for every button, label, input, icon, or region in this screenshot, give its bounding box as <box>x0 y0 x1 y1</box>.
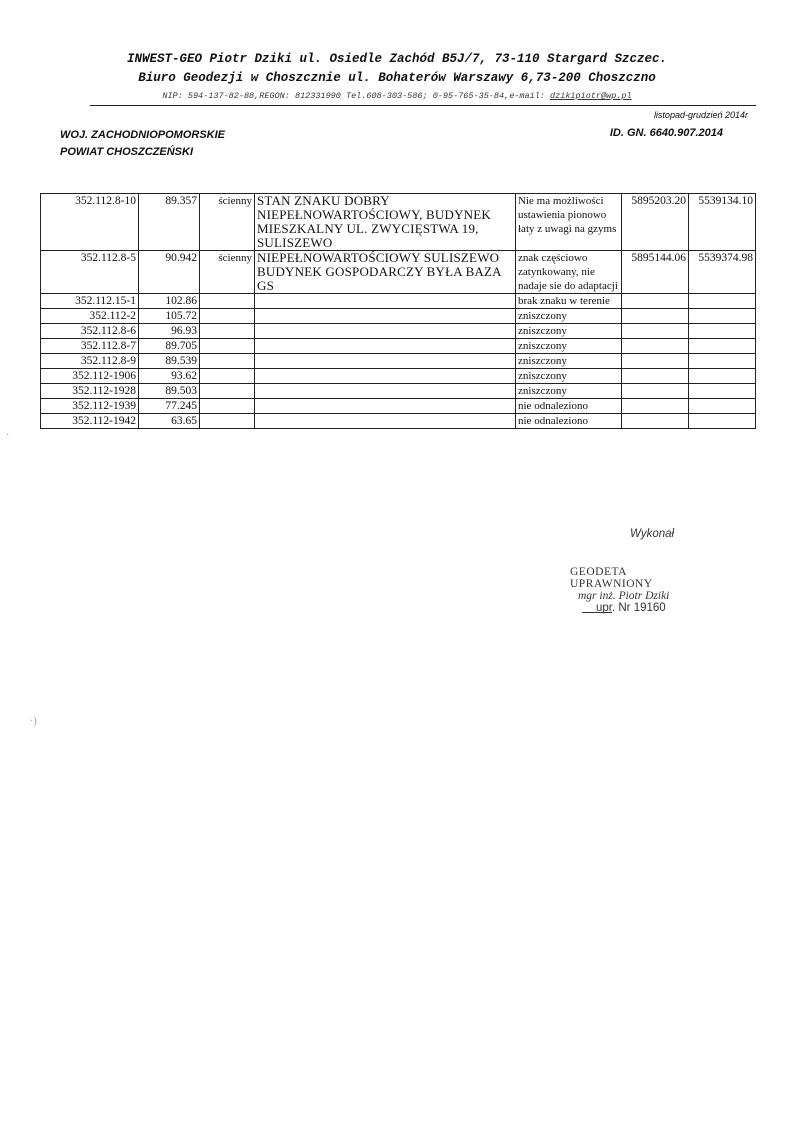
table-cell-y: 5539134.10 <box>689 194 756 251</box>
table-row <box>41 384 756 399</box>
table-cell-height: 89.503 <box>139 384 200 399</box>
table-cell-type: ścienny <box>200 251 255 294</box>
table-cell-y <box>689 309 756 324</box>
table-cell-remarks: zniszczony <box>516 384 622 399</box>
table-cell-description <box>255 414 516 429</box>
table-cell-number: 352.112-1942 <box>41 414 139 429</box>
table-cell-y <box>689 354 756 369</box>
table-cell-x: 5895144.06 <box>622 251 689 294</box>
table-cell-type <box>200 294 255 309</box>
table-cell-number: 352.112.8-10 <box>41 194 139 251</box>
table-cell-type <box>200 414 255 429</box>
table-cell-remarks: Nie ma możliwości ustawienia pionowo łaty z uwagi na gzyms <box>516 194 622 251</box>
table-cell-number: 352.112.8-5 <box>41 251 139 294</box>
table-cell-x <box>622 414 689 429</box>
table-cell-description <box>255 354 516 369</box>
table-row <box>41 251 756 294</box>
table-cell-number: 352.112-1928 <box>41 384 139 399</box>
stamp-license: upr. Nr 19160 <box>596 602 666 614</box>
table-cell-height: 105.72 <box>139 309 200 324</box>
table-cell-description <box>255 294 516 309</box>
region-block <box>60 127 225 161</box>
table-cell-number: 352.112-1906 <box>41 369 139 384</box>
table-cell-description: NIEPEŁNOWARTOŚCIOWY SULISZEWO BUDYNEK GOSPODARCZY BYŁA BAZA GS <box>255 251 516 294</box>
table-cell-remarks: zniszczony <box>516 309 622 324</box>
signed-by-label: Wykonał <box>630 528 675 540</box>
scan-mark: ·) <box>30 716 37 727</box>
table-cell-x <box>622 324 689 339</box>
table-cell-remarks: brak znaku w terenie <box>516 294 622 309</box>
company-header-line: INWEST-GEO Piotr Dziki ul. Osiedle Zachód B5J/7, 73-110 Stargard Szczec. <box>126 52 668 66</box>
table-cell-y: 5539374.98 <box>689 251 756 294</box>
table-cell-description <box>255 324 516 339</box>
table-cell-y <box>689 294 756 309</box>
benchmark-table <box>40 193 756 429</box>
office-address-line: Biuro Geodezji w Choszcznie ul. Bohaterów Warszawy 6,73-200 Choszczno <box>138 71 656 85</box>
table-cell-x <box>622 309 689 324</box>
email-link[interactable]: dzikipiotr@wp.pl <box>550 91 632 101</box>
signature-stroke <box>582 612 612 613</box>
table-cell-y <box>689 399 756 414</box>
table-cell-description: STAN ZNAKU DOBRY NIEPEŁNOWARTOŚCIOWY, BUDYNEK MIESZKALNY UL. ZWYCIĘSTWA 19, SULISZEWO <box>255 194 516 251</box>
contact-line <box>0 91 794 101</box>
stamp-name: mgr inż. Piotr Dziki <box>578 590 670 602</box>
table-cell-description <box>255 339 516 354</box>
table-cell-remarks: nie odnaleziono <box>516 414 622 429</box>
table-cell-remarks: nie odnaleziono <box>516 399 622 414</box>
table-cell-y <box>689 384 756 399</box>
table-cell-remarks: zniszczony <box>516 339 622 354</box>
stamp-title: GEODETA UPRAWNIONY <box>570 566 653 590</box>
table-cell-description <box>255 399 516 414</box>
table-cell-x <box>622 369 689 384</box>
table-cell-height: 63.65 <box>139 414 200 429</box>
table-cell-height: 93.62 <box>139 369 200 384</box>
table-cell-x: 5895203.20 <box>622 194 689 251</box>
table-cell-number: 352.112.8-7 <box>41 339 139 354</box>
scan-mark: · <box>6 430 10 441</box>
table-row <box>41 399 756 414</box>
table-cell-remarks: znak częściowo zatynkowany, nie nadaje sie do adaptacji <box>516 251 622 294</box>
table-row <box>41 294 756 309</box>
table-row <box>41 414 756 429</box>
table-cell-x <box>622 339 689 354</box>
table-cell-x <box>622 354 689 369</box>
table-cell-type <box>200 399 255 414</box>
table-cell-remarks: zniszczony <box>516 324 622 339</box>
table-cell-description <box>255 309 516 324</box>
table-cell-y <box>689 369 756 384</box>
table-cell-number: 352.112.8-9 <box>41 354 139 369</box>
table-cell-type <box>200 324 255 339</box>
county-label: POWIAT CHOSZCZEŃSKI <box>60 146 194 158</box>
table-cell-remarks: zniszczony <box>516 369 622 384</box>
contact-details: NIP: 594-137-82-88,REGON: 812331990 Tel.608-303-586; 0-95-765-35-84,e-mail: <box>162 91 551 101</box>
table-cell-height: 102.86 <box>139 294 200 309</box>
table-cell-y <box>689 324 756 339</box>
table-cell-height: 90.942 <box>139 251 200 294</box>
table-row <box>41 369 756 384</box>
table-cell-description <box>255 369 516 384</box>
table-cell-number: 352.112-1939 <box>41 399 139 414</box>
table-cell-description <box>255 384 516 399</box>
table-cell-x <box>622 384 689 399</box>
table-row <box>41 309 756 324</box>
table-cell-height: 96.93 <box>139 324 200 339</box>
table-cell-height: 89.705 <box>139 339 200 354</box>
table-cell-type <box>200 384 255 399</box>
table-cell-number: 352.112-2 <box>41 309 139 324</box>
table-row <box>41 194 756 251</box>
table-cell-x <box>622 294 689 309</box>
table-cell-remarks: zniszczony <box>516 354 622 369</box>
table-cell-x <box>622 399 689 414</box>
table-cell-type <box>200 309 255 324</box>
header-divider <box>90 105 756 106</box>
table-cell-type <box>200 339 255 354</box>
document-id: ID. GN. 6640.907.2014 <box>609 127 723 139</box>
table-cell-type <box>200 354 255 369</box>
table-row <box>41 339 756 354</box>
table-cell-type: ścienny <box>200 194 255 251</box>
table-cell-type <box>200 369 255 384</box>
table-cell-height: 89.539 <box>139 354 200 369</box>
voivodeship-label: WOJ. ZACHODNIOPOMORSKIE <box>60 129 226 141</box>
table-cell-number: 352.112.15-1 <box>41 294 139 309</box>
table-cell-y <box>689 414 756 429</box>
table-cell-number: 352.112.8-6 <box>41 324 139 339</box>
table-cell-y <box>689 339 756 354</box>
surveyor-stamp <box>570 566 710 614</box>
table-row <box>41 324 756 339</box>
table-cell-height: 89.357 <box>139 194 200 251</box>
date-note: listopad-grudzień 2014r <box>653 110 748 120</box>
table-cell-height: 77.245 <box>139 399 200 414</box>
table-row <box>41 354 756 369</box>
